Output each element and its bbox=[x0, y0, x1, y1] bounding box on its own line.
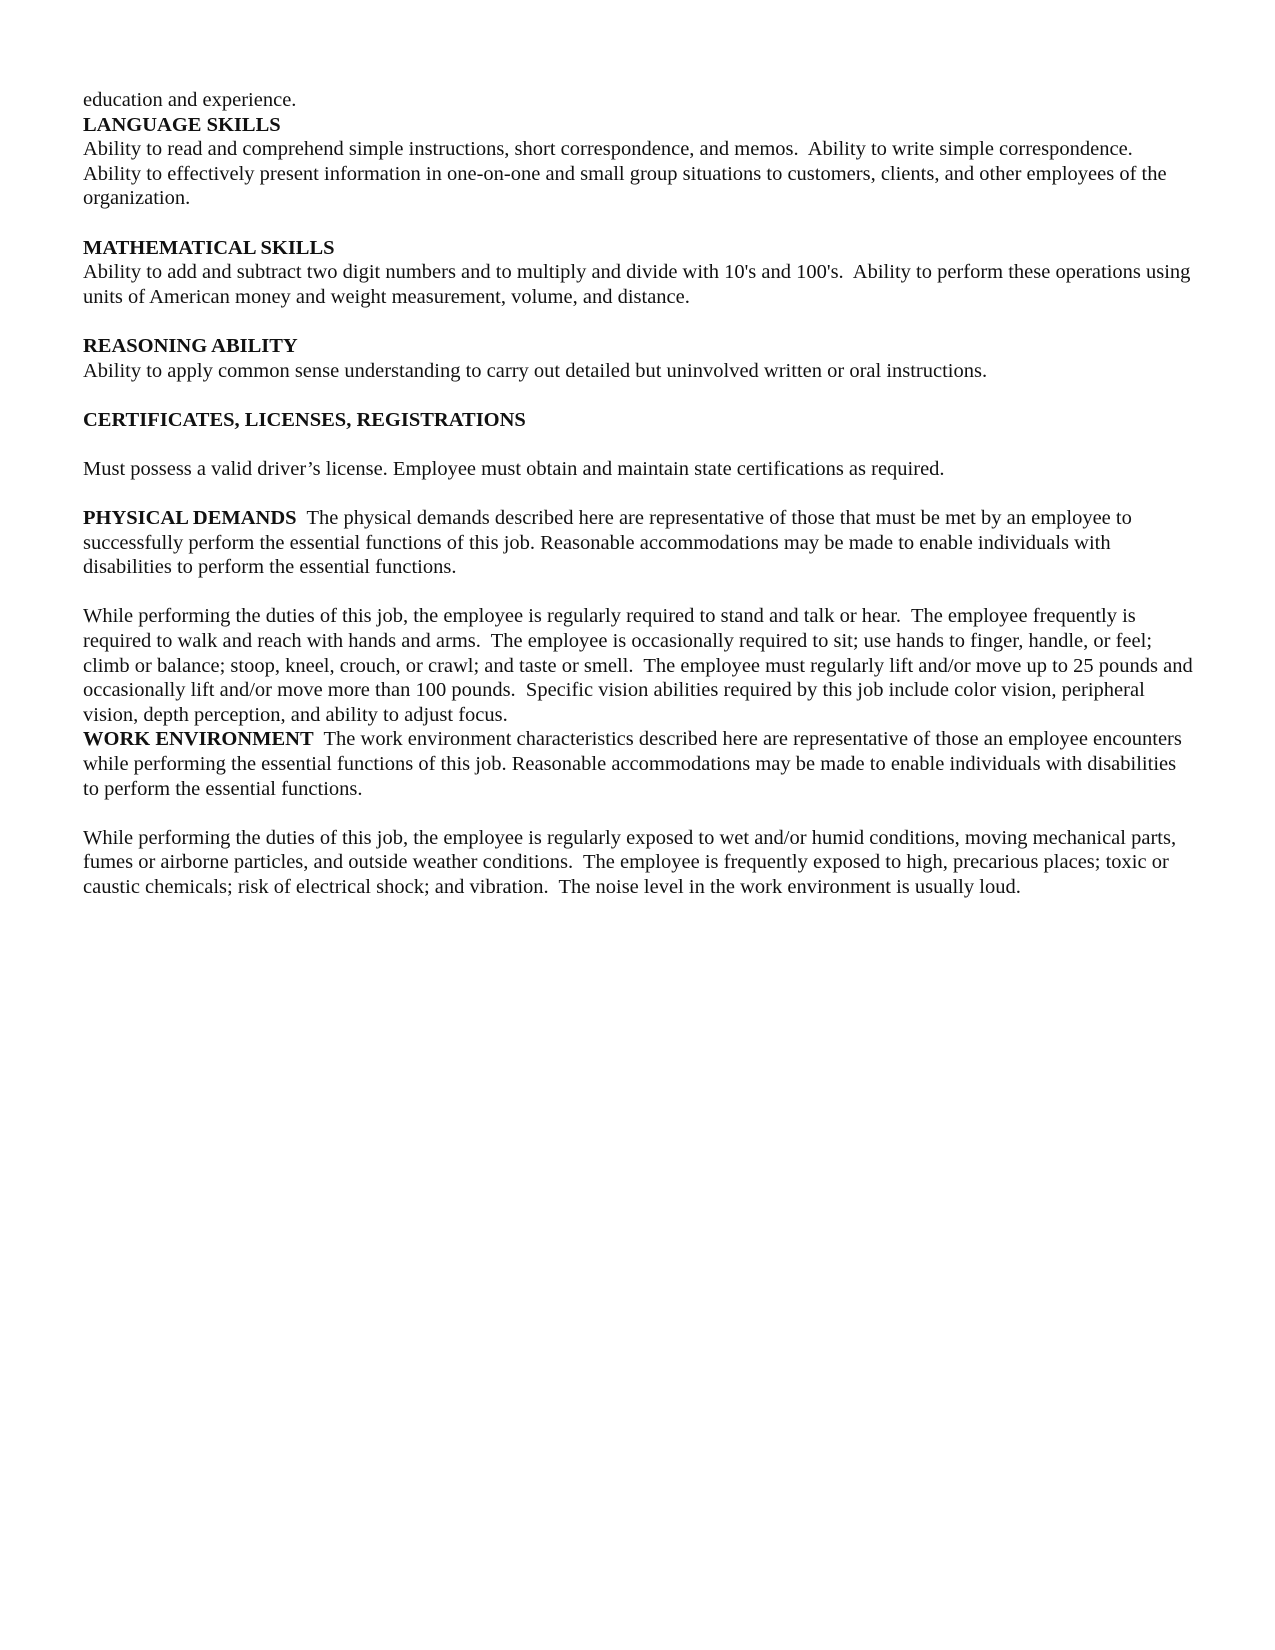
work-environment-intro: The work environment characteristics described here are representative of those an employee encounters while performing the essential functions of this job. Reasonable accommodations may be made to enable individuals with disabilities to perform the essential functions. bbox=[83, 728, 1187, 800]
work-environment-body: While performing the duties of this job, the employee is regularly exposed to wet and/or humid conditions, moving mechanical parts, fumes or airborne particles, and outside weather conditions. The employee is frequently exposed to high, precarious places; toxic or caustic chemicals; risk of electrical shock; and vibration. The noise level in the work environment is usually loud. bbox=[83, 826, 1182, 898]
mathematical-skills-heading: MATHEMATICAL SKILLS bbox=[83, 236, 335, 259]
work-environment-heading: WORK ENVIRONMENT bbox=[83, 728, 314, 751]
certificates-heading: CERTIFICATES, LICENSES, REGISTRATIONS bbox=[83, 408, 526, 431]
physical-demands-heading: PHYSICAL DEMANDS bbox=[83, 507, 297, 530]
section-language-skills bbox=[83, 113, 1193, 211]
reasoning-ability-heading: REASONING ABILITY bbox=[83, 334, 298, 357]
physical-demands-paragraph bbox=[83, 506, 1193, 580]
reasoning-ability-body: Ability to apply common sense understanding to carry out detailed but uninvolved written or oral instructions. bbox=[83, 359, 988, 382]
certificates-spacer bbox=[83, 432, 1193, 457]
document-page bbox=[83, 88, 1198, 900]
work-environment-paragraph bbox=[83, 727, 1193, 801]
section-work-environment bbox=[83, 727, 1193, 801]
mathematical-skills-body: Ability to add and subtract two digit numbers and to multiply and divide with 10's and 100's. Ability to perform these operations using units of American money and weight measurement, volume, and distance. bbox=[83, 261, 1196, 308]
section-mathematical-skills bbox=[83, 236, 1196, 310]
language-skills-body: Ability to read and comprehend simple instructions, short correspondence, and memos. Ability to write simple correspondence. Ability to effectively present information in one-on-one and small group situations to customers, clients, and other employees of the organization. bbox=[83, 138, 1172, 210]
physical-demands-body: While performing the duties of this job, the employee is regularly required to stand and talk or hear. The employee frequently is required to walk and reach with hands and arms. The employee is occasionally required to sit; use hands to finger, handle, or feel; climb or balance; stoop, kneel, crouch, or crawl; and taste or smell. The employee must regularly lift and/or move up to 25 pounds and occasionally lift and/or move more than 100 pounds. Specific vision abilities required by this job include color vision, peripheral vision, depth perception, and ability to adjust focus. bbox=[83, 605, 1198, 726]
language-skills-heading: LANGUAGE SKILLS bbox=[83, 113, 281, 136]
certificates-body: Must possess a valid driver’s license. Employee must obtain and maintain state certifications as required. bbox=[83, 457, 945, 480]
section-physical-demands bbox=[83, 506, 1193, 580]
physical-demands-intro: The physical demands described here are representative of those that must be met by an employee to successfully perform the essential functions of this job. Reasonable accommodations may be made to enable individuals with disabilities to perform the essential functions. bbox=[83, 507, 1137, 579]
section-reasoning-ability bbox=[83, 334, 1193, 383]
section-certificates bbox=[83, 408, 1193, 482]
intro-continuation: education and experience. bbox=[83, 89, 297, 111]
